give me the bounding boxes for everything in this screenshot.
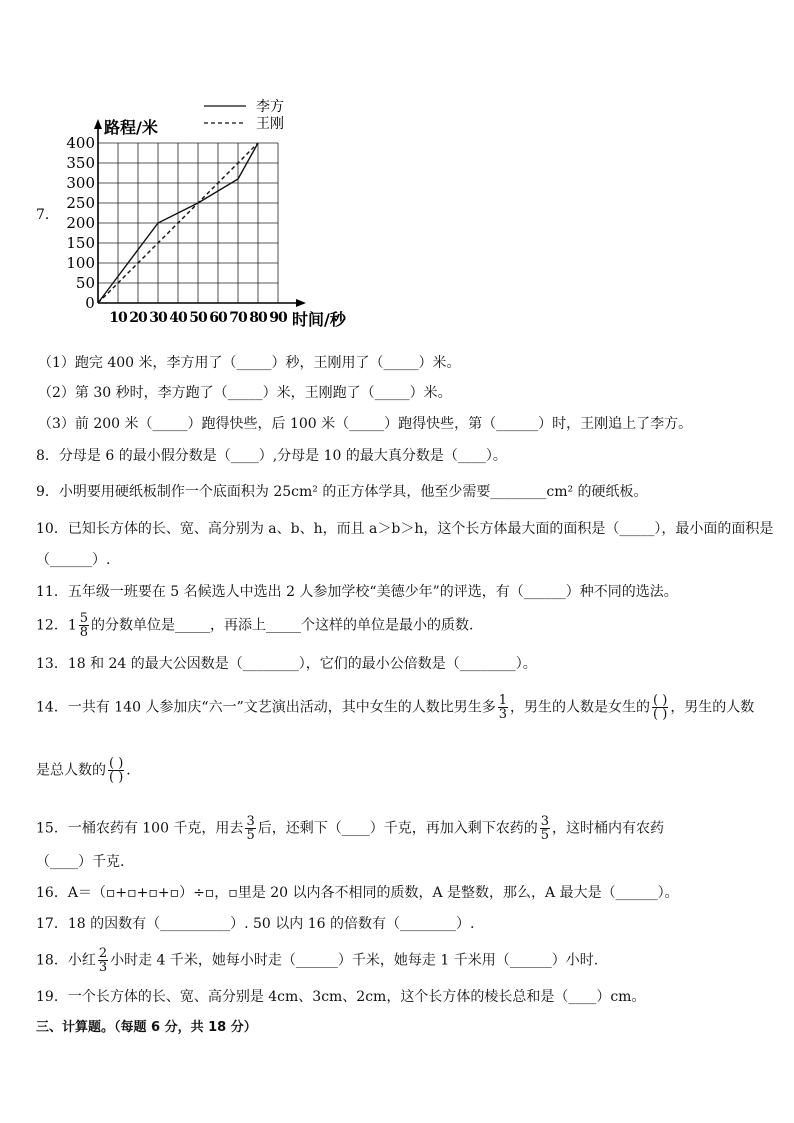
question-14-line-1: [36, 694, 754, 721]
q18-suffix: 小时走 4 千米，她每小时走（______）千米，她每走 1 千米用（______）小时.: [110, 952, 599, 969]
q14-blank-denominator: ( ): [653, 707, 668, 722]
question-14-line-2: [36, 757, 140, 784]
question-16: 16．A＝（▫+▫+▫+▫）÷▫，▫里是 20 以内各不相同的质数，A 是整数，那么，A 最大是（______）。: [36, 885, 679, 901]
x-axis-label: 时间/秒: [292, 310, 346, 329]
q18-fraction: [98, 947, 108, 974]
question-15-line-1: [36, 815, 664, 842]
q14-line2-prefix: 是总人数的: [36, 762, 106, 779]
y-axis-arrow: [94, 119, 102, 129]
q14-line2-blank-denominator: ( ): [109, 770, 124, 785]
question-12: [36, 612, 473, 639]
y-tick-label: 100: [66, 254, 95, 272]
q15-numerator-2: 3: [540, 814, 549, 829]
y-tick-label: 400: [66, 134, 95, 152]
question-13: 13．18 和 24 的最大公因数是（________），它们的最小公倍数是（________）。: [36, 656, 537, 672]
q15-denominator-2: 5: [540, 828, 549, 843]
q15-prefix: 15．一桶农药有 100 千克，用去: [36, 820, 244, 837]
y-tick-label: 50: [75, 274, 95, 292]
question-18: [36, 947, 598, 974]
q14-blank-fraction: [652, 694, 668, 721]
q14-prefix: 14．一共有 140 人参加庆“六一”文艺演出活动，其中女生的人数比男生多: [36, 699, 496, 716]
y-tick-label: 150: [66, 234, 95, 252]
x-tick-label: 20: [129, 310, 147, 326]
section-3-heading: 三、计算题。（每题 6 分，共 18 分）: [36, 1020, 257, 1035]
question-7-sub-3: （3）前 200 米（_____）跑得快些，后 100 米（_____）跑得快些，第（______）时，王刚追上了李方。: [38, 416, 693, 432]
q15-numerator-1: 3: [246, 814, 255, 829]
question-7-sub-2: （2）第 30 秒时，李方跑了（_____）米，王刚跑了（_____）米。: [38, 385, 452, 401]
q15-middle: 后，还剩下（____）千克，再加入剩下农药的: [257, 820, 538, 837]
x-tick-label: 90: [269, 310, 287, 326]
question-10-line-2: （______）.: [36, 552, 111, 568]
y-tick-label: 350: [66, 154, 95, 172]
q15-denominator-1: 5: [246, 828, 255, 843]
q14-line2-blank-numerator: ( ): [109, 756, 124, 771]
distance-time-chart: [66, 96, 374, 336]
q14-denominator: 3: [498, 707, 508, 722]
question-8: 8．分母是 6 的最小假分数是（____）,分母是 10 的最大真分数是（____）。: [36, 448, 507, 464]
q12-numerator: 5: [79, 611, 89, 626]
question-15-line-2: （____）千克.: [36, 854, 125, 870]
x-tick-label: 50: [189, 310, 207, 326]
q12-denominator: 8: [79, 625, 89, 640]
legend-label-2: 王刚: [256, 116, 284, 132]
question-17: 17．18 的因数有（__________）. 50 以内 16 的倍数有（________）.: [36, 916, 475, 932]
question-7-number: 7．: [36, 207, 59, 223]
x-tick-label: 30: [149, 310, 167, 326]
x-tick-label: 70: [229, 310, 247, 326]
q14-fraction: [498, 694, 508, 721]
q15-fraction-2: [540, 815, 550, 842]
q12-suffix: 的分数单位是_____，再添上_____个这样的单位是最小的质数.: [91, 617, 474, 634]
q14-line2-suffix: ．: [126, 762, 141, 779]
q18-numerator: 2: [98, 946, 108, 961]
legend-label-1: 李方: [256, 99, 284, 115]
origin-label: 0: [85, 294, 95, 312]
question-7-sub-1: （1）跑完 400 米，李方用了（_____）秒，王刚用了（_____）米。: [38, 355, 461, 371]
q14-middle: ，男生的人数是女生的: [510, 699, 651, 716]
x-tick-label: 80: [249, 310, 267, 326]
question-11: 11．五年级一班要在 5 名候选人中选出 2 人参加学校“美德少年”的评选，有（______）种不同的选法。: [36, 584, 678, 600]
x-tick-label: 10: [109, 310, 127, 326]
question-10-line-1: 10．已知长方体的长、宽、高分别为 a、b、h，而且 a＞b＞h，这个长方体最大面的面积是（_____），最小面的面积是: [36, 521, 774, 537]
q14-line2-blank-fraction: [108, 757, 124, 784]
x-tick-label: 40: [169, 310, 187, 326]
q14-numerator: 1: [498, 693, 508, 708]
q14-suffix: ，男生的人数: [670, 699, 755, 716]
q15-fraction-1: [245, 815, 255, 842]
x-tick-label: 60: [209, 310, 227, 326]
question-9: 9．小明要用硬纸板制作一个底面积为 25cm² 的正方体学具，他至少需要________cm² 的硬纸板。: [36, 484, 648, 500]
q18-denominator: 3: [98, 960, 108, 975]
q12-prefix: 12．1: [36, 617, 77, 634]
y-tick-label: 250: [66, 194, 95, 212]
x-axis-arrow: [296, 299, 306, 307]
q15-suffix: ，这时桶内有农药: [552, 820, 664, 837]
q18-prefix: 18．小红: [36, 952, 96, 969]
question-19: 19．一个长方体的长、宽、高分别是 4cm、3cm、2cm，这个长方体的棱长总和是（____）cm。: [36, 989, 646, 1005]
q14-blank-numerator: ( ): [653, 693, 668, 708]
y-tick-label: 300: [66, 174, 95, 192]
q12-fraction: [79, 612, 89, 639]
y-tick-label: 200: [66, 214, 95, 232]
y-axis-label: 路程/米: [104, 118, 158, 137]
